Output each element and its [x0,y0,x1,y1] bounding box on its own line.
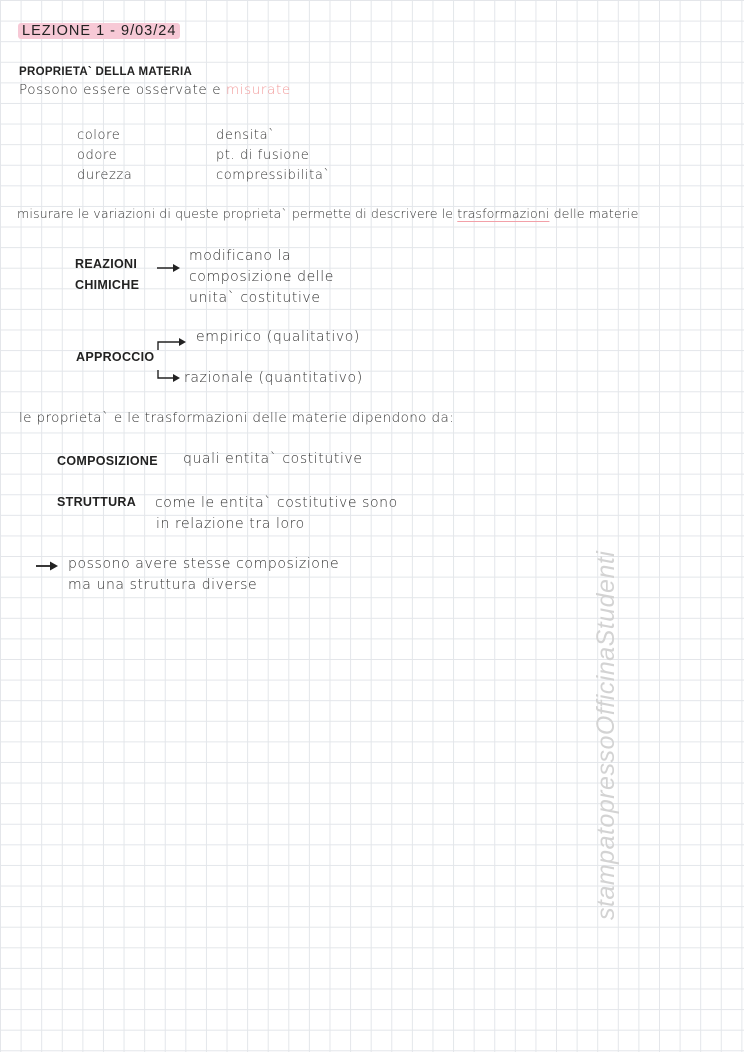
composition-label: COMPOSIZIONE [57,454,158,468]
structure-desc [155,493,398,535]
section-heading: PROPRIETA` DELLA MATERIA [19,66,193,78]
note-line: ma una struttura diverse [68,577,258,593]
property-item: odore [77,148,118,163]
property-item: durezza [77,168,133,183]
structure-desc-line: come le entita` costitutive sono [155,495,398,511]
reactions-label-line: REAZIONI [75,257,138,271]
property-item: compressibilita` [216,168,331,183]
composition-desc: quali entita` costitutive [183,451,363,467]
reactions-desc-line: unita` costitutive [189,290,321,306]
measure-end: delle materie [553,206,639,221]
property-item: pt. di fusione [216,148,310,163]
page-title [18,20,180,39]
note-line: possono avere stesse composizione [68,556,340,572]
approach-option-bottom: razionale (quantitativo) [184,370,363,386]
intro-highlight: misurate [226,82,291,98]
property-item: densita` [216,128,276,143]
measure-line [17,206,638,221]
arrow-right-icon [157,262,181,274]
dependency-line: le proprieta` e le trasformazioni delle materie dipendono da: [19,410,455,426]
title-text: LEZIONE 1 - 9/03/24 [18,23,180,39]
intro-text: Possono essere osservate e [19,82,222,98]
reactions-desc-line: modificano la [189,248,292,264]
note-arrow-icon [36,560,60,572]
reactions-label [75,254,139,296]
measure-highlight: trasformazioni [457,206,550,221]
properties-right [216,126,330,186]
approach-label: APPROCCIO [76,350,155,364]
intro-line [19,82,291,98]
properties-left [77,126,132,186]
structure-label: STRUTTURA [57,495,137,509]
measure-text: misurare le variazioni di queste proprieta` permette di descrivere le [17,206,454,221]
reactions-desc [189,246,334,309]
property-item: colore [77,128,121,143]
reactions-desc-line: composizione delle [189,269,334,285]
structure-desc-line: in relazione tra loro [156,516,305,532]
note-text [68,554,339,596]
watermark: stampatopressoOfficinaStudenti [592,550,620,920]
approach-option-top: empirico (qualitativo) [196,329,360,345]
reactions-label-line: CHIMICHE [75,278,140,292]
